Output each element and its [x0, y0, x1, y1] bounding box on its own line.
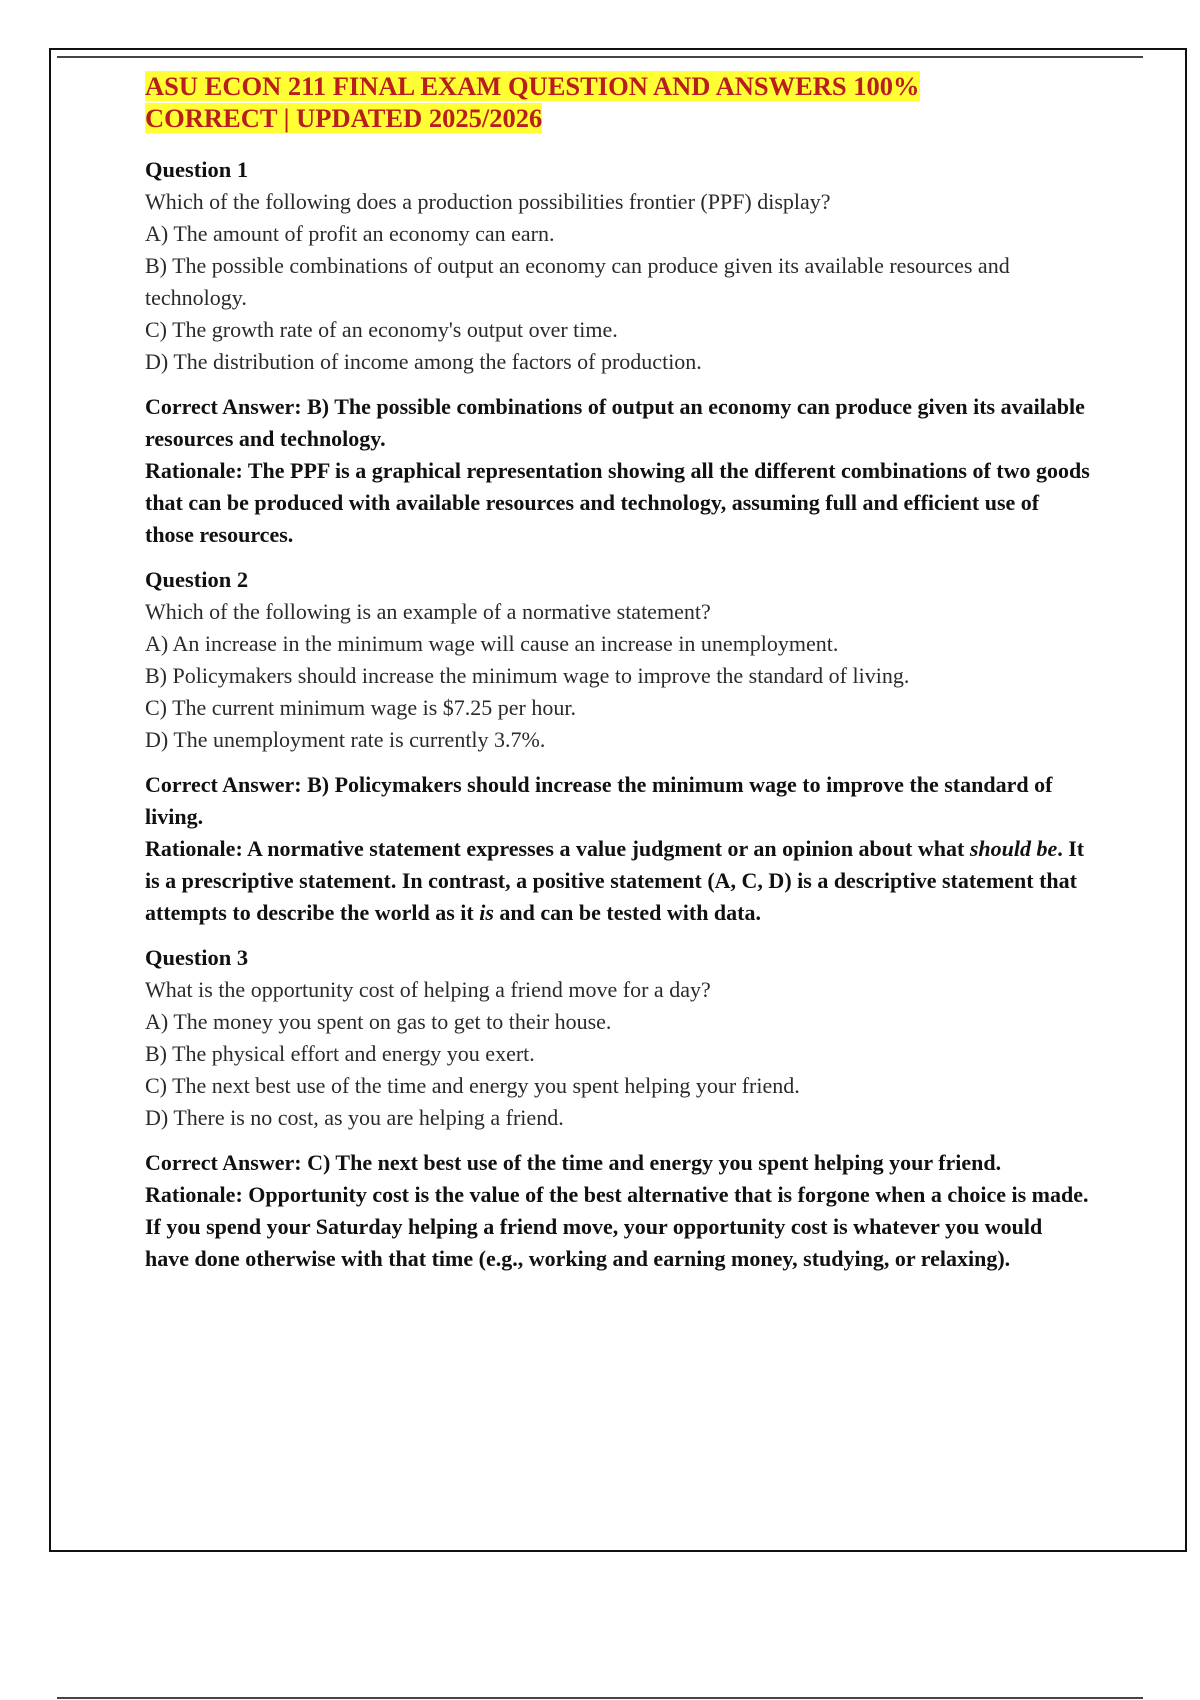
answer-block	[145, 391, 1090, 551]
option-d: D) The distribution of income among the factors of production.	[145, 349, 702, 374]
option-b: B) Policymakers should increase the minimum wage to improve the standard of living.	[145, 663, 910, 688]
option-d: D) There is no cost, as you are helping a friend.	[145, 1105, 564, 1130]
rationale	[145, 833, 1090, 929]
correct-answer: Correct Answer: B) The possible combinations of output an economy can produce given its available resources and technology.	[145, 394, 1085, 451]
top-rule	[57, 56, 1143, 58]
option-a: A) An increase in the minimum wage will cause an increase in unemployment.	[145, 631, 839, 656]
option-a: A) The amount of profit an economy can earn.	[145, 221, 555, 246]
option-b: B) The physical effort and energy you exert.	[145, 1041, 535, 1066]
answer-block	[145, 1147, 1090, 1275]
rationale-text: and can be tested with data.	[493, 900, 761, 925]
answer-block	[145, 769, 1090, 929]
option-a: A) The money you spent on gas to get to their house.	[145, 1009, 612, 1034]
question-2	[145, 564, 1090, 929]
option-d: D) The unemployment rate is currently 3.7%.	[145, 727, 546, 752]
rationale-text: Rationale: A normative statement expresses a value judgment or an opinion about what	[145, 836, 970, 861]
question-prompt: What is the opportunity cost of helping a friend move for a day?	[145, 977, 711, 1002]
title-line-2: CORRECT | UPDATED 2025/2026	[145, 103, 543, 133]
question-heading: Question 3	[145, 945, 249, 970]
rationale: Rationale: The PPF is a graphical representation showing all the different combinations of two goods that can be produced with available resources and technology, assuming full and efficient use of those resources.	[145, 458, 1090, 547]
question-prompt: Which of the following is an example of a normative statement?	[145, 599, 711, 624]
option-c: C) The next best use of the time and energy you spent helping your friend.	[145, 1073, 800, 1098]
correct-answer: Correct Answer: C) The next best use of the time and energy you spent helping your friend.	[145, 1150, 1002, 1175]
question-1	[145, 154, 1090, 551]
question-heading: Question 2	[145, 567, 249, 592]
bottom-rule	[57, 1697, 1143, 1699]
rationale-emphasis: should be	[969, 836, 1058, 861]
rationale: Rationale: Opportunity cost is the value of the best alternative that is forgone when a choice is made. If you spend your Saturday helping a friend move, your opportunity cost is whatever you would have done otherwise with that time (e.g., working and earning money, studying, or relaxing).	[145, 1182, 1089, 1271]
option-b: B) The possible combinations of output an economy can produce given its available resources and technology.	[145, 253, 1010, 310]
title-line-1: ASU ECON 211 FINAL EXAM QUESTION AND ANSWERS 100%	[145, 71, 920, 101]
question-heading: Question 1	[145, 157, 249, 182]
option-c: C) The growth rate of an economy's output over time.	[145, 317, 618, 342]
document-content	[145, 70, 1090, 1275]
rationale-emphasis: is	[479, 900, 494, 925]
document-title	[145, 70, 1045, 134]
option-c: C) The current minimum wage is $7.25 per hour.	[145, 695, 576, 720]
question-3	[145, 942, 1090, 1275]
question-prompt: Which of the following does a production possibilities frontier (PPF) display?	[145, 189, 831, 214]
correct-answer: Correct Answer: B) Policymakers should increase the minimum wage to improve the standard of living.	[145, 772, 1053, 829]
rationale-text: . It is a prescriptive statement. In contrast, a positive statement (A, C, D) is a descriptive statement that attempts to describe the world as it	[145, 836, 1085, 925]
